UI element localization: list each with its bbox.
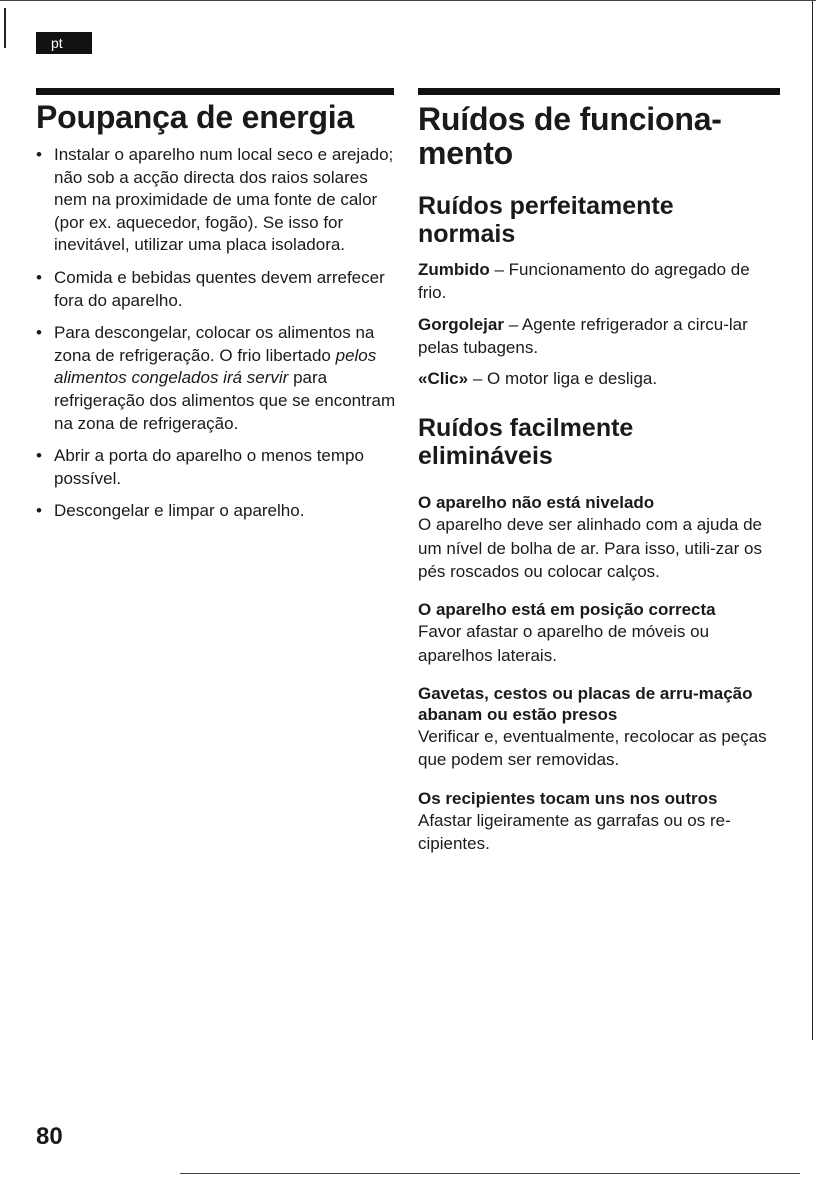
fix-item-text: Afastar ligeiramente as garrafas ou os re-cipientes. — [418, 810, 731, 853]
fix-item-title: Gavetas, cestos ou placas de arru-mação abanam ou estão presos — [418, 683, 753, 724]
language-tag: pt — [36, 32, 92, 54]
left-heading-rule — [36, 88, 394, 95]
scan-top-line — [0, 0, 816, 1]
fix-item — [418, 683, 780, 772]
fix-item — [418, 599, 780, 667]
list-item: • Descongelar e limpar o aparelho. — [36, 500, 398, 523]
fix-item-text: Favor afastar o aparelho de móveis ou aparelhos laterais. — [418, 622, 710, 665]
left-column — [36, 100, 398, 533]
normal-noises-heading: Ruídos perfeitamente normais — [418, 192, 674, 248]
fix-item-title: Os recipientes tocam uns nos outros — [418, 788, 718, 808]
fix-item-title: O aparelho não está nivelado — [418, 493, 655, 513]
energy-tips-list — [36, 144, 398, 523]
list-item: • Comida e bebidas quentes devem arrefecer fora do aparelho. — [36, 267, 385, 310]
operating-noises-title: Ruídos de funciona-mento — [418, 101, 722, 171]
list-item: • Instalar o aparelho num local seco e arejado; não sob a acção directa dos raios solares nem na proximidade de uma fonte de calor (por ex. aquecedor, fogão). Se isso for inevitável, utilizar uma placa isoladora. — [36, 145, 394, 255]
list-item: • Abrir a porta do aparelho o menos tempo possível. — [36, 446, 364, 488]
scan-edge-left — [4, 8, 6, 48]
fix-item-text: Verificar e, eventualmente, recolocar as peças que podem ser removidas. — [418, 726, 767, 770]
list-item: • Para descongelar, colocar os alimentos na zona de refrigeração. O frio libertado pelos alimentos congelados irá servir para refrigeração dos alimentos que se encontram na zona de refrigeração. — [36, 323, 396, 433]
noise-item: Zumbido – Funcionamento do agregado de frio. — [418, 260, 750, 303]
bullet-icon: • — [36, 145, 42, 164]
fix-item — [418, 492, 780, 583]
fixable-noises-heading: Ruídos facilmente elimináveis — [418, 414, 634, 471]
fix-item-text: O aparelho deve ser alinhado com a ajuda de um nível de bolha de ar. Para isso, utili-zar os pés roscados ou colocar calços. — [418, 515, 763, 582]
energy-saving-title: Poupança de energia — [36, 99, 355, 135]
fix-item — [418, 788, 780, 856]
noise-item: Gorgolejar – Agente refrigerador a circu-lar pelas tubagens. — [418, 314, 748, 357]
noise-item: «Clic» – O motor liga e desliga. — [418, 369, 658, 389]
fix-item-title: O aparelho está em posição correcta — [418, 600, 716, 620]
bullet-icon: • — [36, 267, 42, 287]
right-heading-rule — [418, 88, 780, 95]
scan-bottom-line — [180, 1173, 800, 1174]
scan-edge-right — [812, 0, 813, 1040]
right-column — [418, 102, 780, 855]
bullet-icon: • — [36, 323, 42, 343]
bullet-icon: • — [36, 446, 42, 466]
bullet-icon: • — [36, 501, 42, 521]
page-number: 80 — [36, 1123, 63, 1150]
